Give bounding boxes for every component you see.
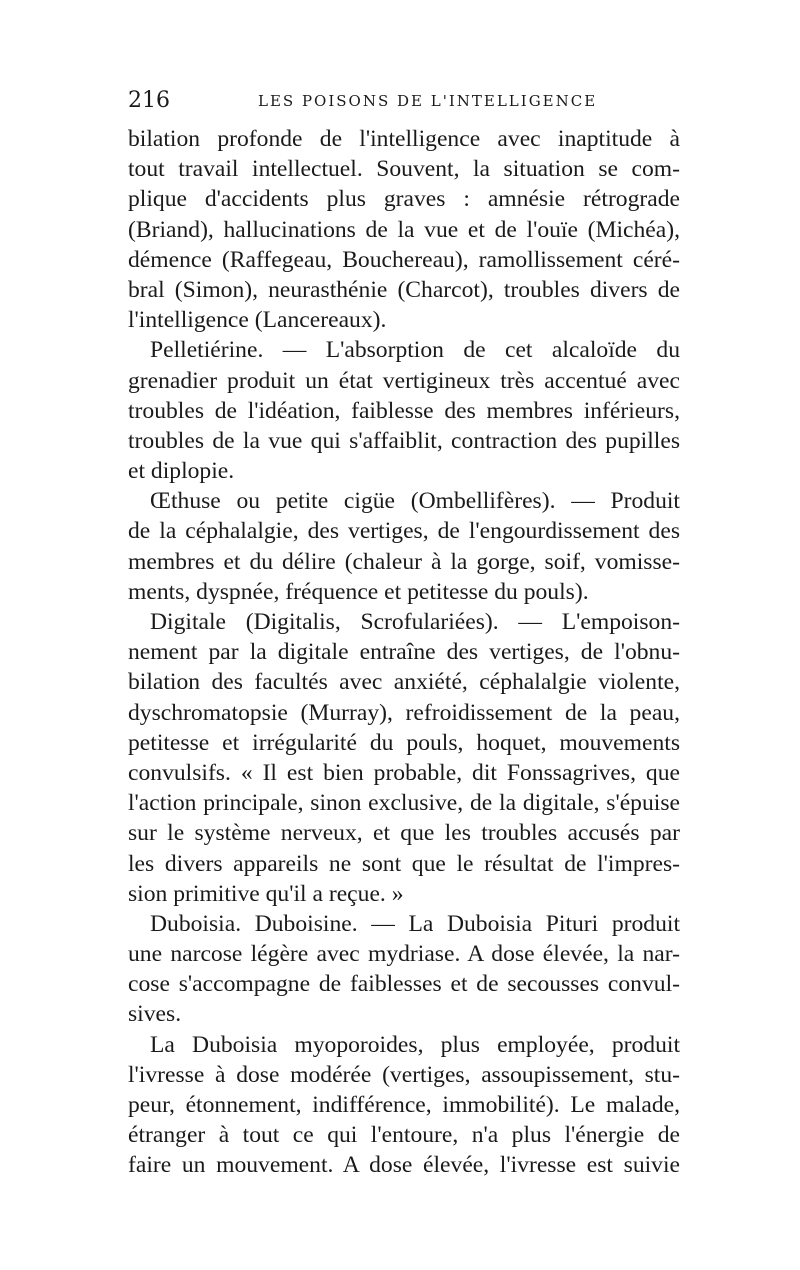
text-line: bilation profonde de l'intelligence avec inaptitude à [128,126,680,152]
running-head [128,88,680,124]
text-line: tout travail intellectuel. Souvent, la situation se com- [128,156,680,183]
text-line: Œthuse ou petite cigüe (Ombellifères). — Produit [150,488,680,515]
text-line: Duboisia. Duboisine. — La Duboisia Pituri produit [150,910,680,937]
text-line: bilation des facultés avec anxiété, céphalalgie violente, [128,669,680,696]
text-line: l'action principale, sinon exclusive, de la digitale, s'épuise [128,790,680,817]
text-line: sur le système nerveux, et que les troubles accusés par [128,820,680,847]
text-line: l'intelligence (Lancereaux). [128,307,387,334]
text-line: sives. [128,1001,182,1028]
text-line: dyschromatopsie (Murray), refroidissement de la peau, [128,699,680,726]
text-line: grenadier produit un état vertigineux très accentué avec [128,367,680,394]
text-line: La Duboisia myoporoides, plus employée, produit [150,1031,680,1058]
text-line: et diplopie. [128,458,235,485]
text-line: étranger à tout ce qui l'entoure, n'a plus l'énergie de [128,1122,680,1149]
text-line: troubles de la vue qui s'affaiblit, contraction des pupilles [128,427,680,454]
text-line: de la céphalalgie, des vertiges, de l'engourdissement des [128,518,680,545]
text-line: ments, dyspnée, fréquence et petitesse du pouls). [128,578,589,605]
text-line: bral (Simon), neurasthénie (Charcot), troubles divers de [128,276,680,303]
text-line: (Briand), hallucinations de la vue et de l'ouïe (Michéa), [128,216,680,243]
text-line: convulsifs. « Il est bien probable, dit Fonssagrives, que [128,759,680,786]
text-line: plique d'accidents plus graves : amnésie rétrograde [128,186,680,213]
text-line: sion primitive qu'il a reçue. » [128,880,404,907]
running-title: LES POISONS DE L'INTELLIGENCE [258,92,598,110]
text-line: les divers appareils ne sont que le résultat de l'impres- [128,850,680,877]
text-line: Pelletiérine. — L'absorption de cet alcaloïde du [150,337,680,364]
text-line: faire un mouvement. A dose élevée, l'ivresse est suivie [128,1152,680,1179]
text-line: peur, étonnement, indifférence, immobilité). Le malade, [128,1092,680,1118]
page-number: 216 [128,88,170,113]
text-line: petitesse et irrégularité du pouls, hoquet, mouvements [128,729,680,756]
text-line: une narcose légère avec mydriase. A dose élevée, la nar- [128,941,680,968]
text-line: démence (Raffegeau, Bouchereau), ramollissement céré- [128,246,680,273]
text-line: cose s'accompagne de faiblesses et de secousses convul- [128,971,680,998]
text-line: Digitale (Digitalis, Scrofulariées). — L'empoison- [150,609,680,635]
text-line: troubles de l'idéation, faiblesse des membres inférieurs, [128,397,680,424]
text-line: l'ivresse à dose modérée (vertiges, assoupissement, stu- [128,1061,680,1088]
body-text [128,124,680,1181]
text-line: membres et du délire (chaleur à la gorge, soif, vomisse- [128,548,680,575]
book-page [128,88,680,1181]
text-line: nement par la digitale entraîne des vertiges, de l'obnu- [128,639,680,666]
